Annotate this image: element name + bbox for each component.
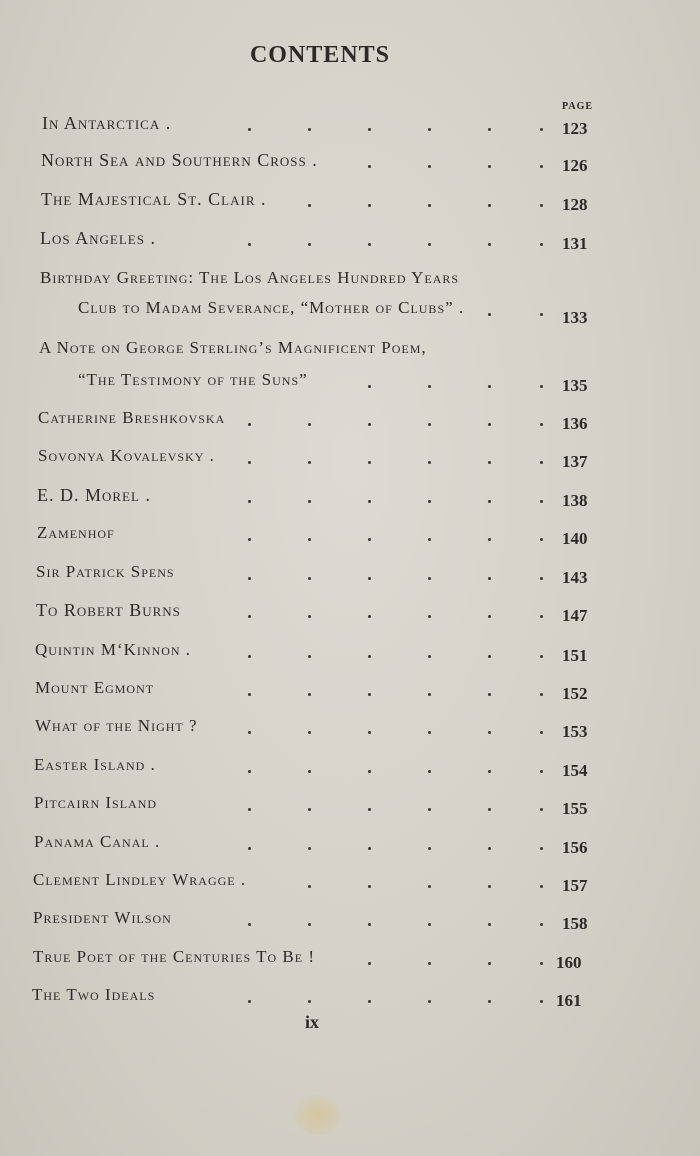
toc-entry-page: 126 [562,156,588,175]
page-folio: ix [304,1012,319,1032]
toc-entry-page: 160 [556,953,582,972]
leader-dot [428,538,431,541]
leader-dot [540,923,543,926]
toc-entry-title: Birthday Greeting: The Los Angeles Hundred Years [40,268,460,287]
leader-dot [248,461,251,464]
leader-dot [248,243,251,246]
toc-entry-title: To Robert Burns [36,600,181,620]
toc-entry-page: 133 [562,308,588,327]
leader-dot [540,731,543,734]
leader-dot [428,731,431,734]
toc-entry[interactable] [0,640,700,670]
leader-dot [428,423,431,426]
leader-dot [428,847,431,850]
toc-entry[interactable] [0,716,700,746]
leader-dot [368,770,371,773]
toc-entry[interactable] [0,338,700,402]
toc-entry[interactable] [0,150,700,180]
leader-dot [308,1000,311,1003]
leader-dot [488,500,491,503]
leader-dot [428,770,431,773]
leader-dot [488,615,491,618]
leader-dot [248,1000,251,1003]
toc-entry-page: 123 [562,119,588,138]
toc-entry-page: 156 [562,838,588,857]
leader-dot [488,165,491,168]
leader-dot [428,500,431,503]
leader-dot [540,693,543,696]
toc-entry[interactable] [0,678,700,708]
leader-dot [540,1000,543,1003]
leader-dot [248,731,251,734]
toc-entry-title: A Note on George Sterling’s Magnificent Poem, [39,338,427,357]
toc-entry-title: The Majestical St. Clair . [41,189,267,209]
leader-dot [488,847,491,850]
leader-dot [540,615,543,618]
toc-entry[interactable] [0,562,700,592]
leader-dot [488,808,491,811]
leader-dot [488,204,491,207]
toc-entry-page: 152 [562,684,588,703]
leader-dot [488,923,491,926]
leader-dot [488,693,491,696]
leader-dot [540,577,543,580]
leader-dot [540,204,543,207]
leader-dot [540,655,543,658]
leader-dot [488,770,491,773]
leader-dot [488,655,491,658]
leader-dot [368,693,371,696]
page-column-label: PAGE [562,101,594,112]
leader-dot [308,423,311,426]
leader-dot [540,165,543,168]
leader-dot [488,538,491,541]
leader-dot [308,204,311,207]
toc-entry-page: 154 [562,761,588,780]
leader-dot [488,962,491,965]
leader-dot [308,500,311,503]
leader-dot [368,962,371,965]
leader-dot [368,385,371,388]
leader-dot [428,655,431,658]
leader-dot [540,243,543,246]
leader-dot [368,731,371,734]
toc-entry[interactable] [0,446,700,476]
leader-dot [540,461,543,464]
leader-dot [540,423,543,426]
toc-entry-title: Sovonya Kovalevsky . [38,446,215,465]
toc-entry-title: In Antarctica . [42,113,172,133]
leader-dot [540,500,543,503]
leader-dot [488,577,491,580]
toc-entry[interactable] [0,408,700,438]
leader-dot [488,385,491,388]
leader-dot [248,655,251,658]
toc-entry-page: 128 [562,195,588,214]
leader-dot [248,770,251,773]
leader-dot [368,500,371,503]
toc-entry-page: 151 [562,646,588,665]
toc-entry-page: 131 [562,234,588,253]
toc-entry-title: Panama Canal . [34,832,161,851]
leader-dot [308,655,311,658]
leader-dot [540,538,543,541]
leader-dot [428,615,431,618]
toc-entry-title: North Sea and Southern Cross . [41,150,318,170]
toc-entry-page: 147 [562,606,588,625]
toc-entry-title: Quintin M‘Kinnon . [35,640,192,659]
leader-dot [428,204,431,207]
leader-dot [368,204,371,207]
toc-entry-page: 158 [562,914,588,933]
leader-dot [368,923,371,926]
toc-entry-title: Pitcairn Island [34,793,158,812]
leader-dot [248,538,251,541]
leader-dot [308,847,311,850]
toc-entry[interactable] [0,189,700,219]
leader-dot [368,538,371,541]
leader-dot [428,165,431,168]
toc-entry-page: 137 [562,452,588,471]
toc-entry-title: Sir Patrick Spens [36,562,175,581]
leader-dot [308,243,311,246]
leader-dot [248,847,251,850]
leader-dot [248,693,251,696]
toc-entry[interactable] [0,832,700,862]
toc-entry-page: 157 [562,876,588,895]
toc-entry-title: Easter Island . [34,755,156,774]
leader-dot [488,243,491,246]
leader-dot [248,923,251,926]
toc-entry-page: 140 [562,529,588,548]
contents-heading [0,42,640,69]
leader-dot [428,808,431,811]
leader-dot [540,128,543,131]
toc-entry-title: Catherine Breshkovska [38,408,226,427]
toc-entry-title: E. D. Morel . [37,485,151,505]
leader-dot [428,923,431,926]
leader-dot [540,847,543,850]
toc-entry-title: Mount Egmont [35,678,155,697]
leader-dot [540,962,543,965]
leader-dot [308,885,311,888]
leader-dot [368,461,371,464]
leader-dot [428,962,431,965]
toc-entry[interactable] [0,523,700,553]
toc-entry-page: 155 [562,799,588,818]
leader-dot [428,243,431,246]
toc-entry-page: 153 [562,722,588,741]
toc-entry[interactable] [0,485,700,515]
toc-entry-title: President Wilson [33,908,172,927]
leader-dot [540,808,543,811]
toc-entry-page: 135 [562,376,588,395]
leader-dot [308,923,311,926]
toc-entry-title-continuation: “The Testimony of the Suns” [78,370,308,389]
leader-dot [248,500,251,503]
leader-dot [488,313,491,316]
leader-dot [540,770,543,773]
leader-dot [248,577,251,580]
toc-entry-title: The Two Ideals [32,985,156,1004]
toc-entry-title-continuation: Club to Madam Severance, “Mother of Clubs” . [78,298,465,317]
toc-entry[interactable] [0,870,700,900]
toc-entry[interactable] [0,908,700,938]
toc-entry[interactable] [0,755,700,785]
leader-dot [248,128,251,131]
leader-dot [428,693,431,696]
leader-dot [488,128,491,131]
leader-dot [308,538,311,541]
leader-dot [308,693,311,696]
leader-dot [488,731,491,734]
toc-entry-page: 138 [562,491,588,510]
leader-dot [540,385,543,388]
toc-entry-title: Clement Lindley Wragge . [33,870,247,889]
toc-entry-page: 143 [562,568,588,587]
toc-entry-title: Zamenhof [37,523,115,542]
leader-dot [368,577,371,580]
toc-entry-page: 161 [556,991,582,1010]
leader-dot [308,808,311,811]
toc-entry[interactable] [0,228,700,258]
leader-dot [488,885,491,888]
leader-dot [368,1000,371,1003]
leader-dot [428,385,431,388]
toc-entry[interactable] [0,985,700,1015]
leader-dot [540,313,543,316]
leader-dot [308,128,311,131]
leader-dot [368,128,371,131]
contents-heading-text: CONTENTS [249,42,391,68]
toc-entry-title: What of the Night ? [35,716,198,735]
leader-dot [308,615,311,618]
leader-dot [428,885,431,888]
leader-dot [248,808,251,811]
leader-dot [248,423,251,426]
leader-dot [368,885,371,888]
toc-entry[interactable] [0,793,700,823]
leader-dot [368,655,371,658]
toc-entry[interactable] [0,113,700,143]
leader-dot [368,243,371,246]
toc-entry[interactable] [0,600,700,630]
toc-entry-title: True Poet of the Centuries To Be ! [33,947,315,966]
leader-dot [540,885,543,888]
leader-dot [428,1000,431,1003]
leader-dot [308,461,311,464]
toc-entry[interactable] [0,947,700,977]
leader-dot [368,615,371,618]
toc-entry[interactable] [0,268,700,332]
paper-stain [295,1095,341,1135]
leader-dot [368,165,371,168]
leader-dot [248,615,251,618]
leader-dot [308,577,311,580]
leader-dot [308,731,311,734]
leader-dot [488,1000,491,1003]
leader-dot [368,847,371,850]
leader-dot [488,461,491,464]
leader-dot [428,577,431,580]
leader-dot [428,128,431,131]
leader-dot [488,423,491,426]
toc-entry-title: Los Angeles . [40,228,156,248]
leader-dot [368,808,371,811]
toc-entry-page: 136 [562,414,588,433]
leader-dot [428,461,431,464]
leader-dot [368,423,371,426]
leader-dot [308,770,311,773]
